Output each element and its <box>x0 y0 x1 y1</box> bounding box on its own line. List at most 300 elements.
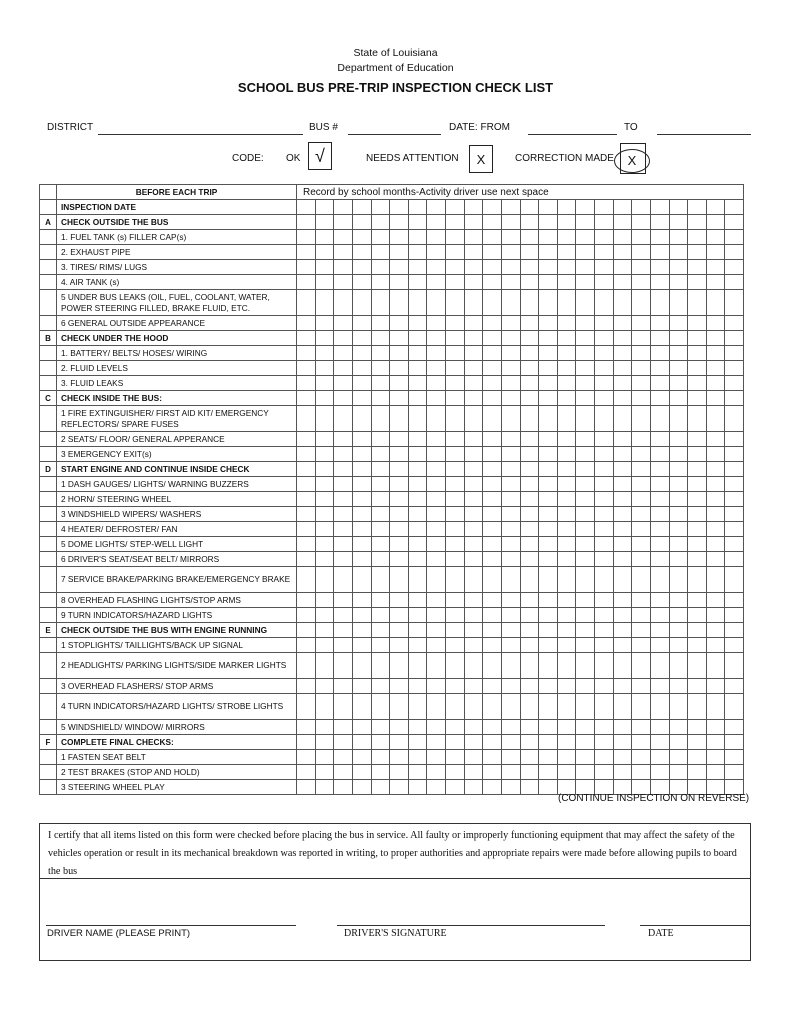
check-cell[interactable] <box>501 215 520 230</box>
check-cell[interactable] <box>595 735 614 750</box>
check-cell[interactable] <box>501 260 520 275</box>
check-cell[interactable] <box>297 623 316 638</box>
check-cell[interactable] <box>427 346 446 361</box>
check-cell[interactable] <box>595 720 614 735</box>
check-cell[interactable] <box>464 765 483 780</box>
check-cell[interactable] <box>595 462 614 477</box>
check-cell[interactable] <box>539 215 558 230</box>
check-cell[interactable] <box>520 593 539 608</box>
check-cell[interactable] <box>446 623 465 638</box>
check-cell[interactable] <box>352 230 371 245</box>
check-cell[interactable] <box>650 507 669 522</box>
check-cell[interactable] <box>390 215 409 230</box>
check-cell[interactable] <box>669 477 688 492</box>
check-cell[interactable] <box>688 200 707 215</box>
check-cell[interactable] <box>688 522 707 537</box>
check-cell[interactable] <box>706 593 725 608</box>
check-cell[interactable] <box>334 567 353 593</box>
check-cell[interactable] <box>501 331 520 346</box>
check-cell[interactable] <box>371 522 390 537</box>
check-cell[interactable] <box>297 608 316 623</box>
check-cell[interactable] <box>706 720 725 735</box>
check-cell[interactable] <box>725 492 744 507</box>
check-cell[interactable] <box>315 376 334 391</box>
check-cell[interactable] <box>408 608 427 623</box>
check-cell[interactable] <box>297 391 316 406</box>
check-cell[interactable] <box>390 316 409 331</box>
check-cell[interactable] <box>464 432 483 447</box>
check-cell[interactable] <box>352 447 371 462</box>
check-cell[interactable] <box>446 694 465 720</box>
check-cell[interactable] <box>669 623 688 638</box>
check-cell[interactable] <box>520 552 539 567</box>
check-cell[interactable] <box>669 316 688 331</box>
check-cell[interactable] <box>408 720 427 735</box>
check-cell[interactable] <box>446 537 465 552</box>
check-cell[interactable] <box>595 507 614 522</box>
check-cell[interactable] <box>446 331 465 346</box>
check-cell[interactable] <box>632 290 651 316</box>
check-cell[interactable] <box>408 391 427 406</box>
check-cell[interactable] <box>352 750 371 765</box>
check-cell[interactable] <box>725 245 744 260</box>
check-cell[interactable] <box>427 522 446 537</box>
check-cell[interactable] <box>557 245 576 260</box>
check-cell[interactable] <box>557 694 576 720</box>
check-cell[interactable] <box>315 552 334 567</box>
check-cell[interactable] <box>669 750 688 765</box>
check-cell[interactable] <box>520 316 539 331</box>
check-cell[interactable] <box>595 391 614 406</box>
check-cell[interactable] <box>464 694 483 720</box>
check-cell[interactable] <box>688 462 707 477</box>
check-cell[interactable] <box>408 593 427 608</box>
check-cell[interactable] <box>408 230 427 245</box>
check-cell[interactable] <box>408 679 427 694</box>
check-cell[interactable] <box>706 623 725 638</box>
check-cell[interactable] <box>613 477 632 492</box>
check-cell[interactable] <box>315 275 334 290</box>
check-cell[interactable] <box>669 376 688 391</box>
check-cell[interactable] <box>613 230 632 245</box>
check-cell[interactable] <box>539 694 558 720</box>
check-cell[interactable] <box>352 245 371 260</box>
check-cell[interactable] <box>427 492 446 507</box>
check-cell[interactable] <box>483 376 502 391</box>
check-cell[interactable] <box>650 735 669 750</box>
check-cell[interactable] <box>557 765 576 780</box>
check-cell[interactable] <box>557 275 576 290</box>
check-cell[interactable] <box>297 537 316 552</box>
check-cell[interactable] <box>371 507 390 522</box>
check-cell[interactable] <box>632 638 651 653</box>
check-cell[interactable] <box>613 260 632 275</box>
check-cell[interactable] <box>688 316 707 331</box>
check-cell[interactable] <box>334 275 353 290</box>
check-cell[interactable] <box>520 608 539 623</box>
check-cell[interactable] <box>390 567 409 593</box>
check-cell[interactable] <box>669 608 688 623</box>
check-cell[interactable] <box>725 623 744 638</box>
check-cell[interactable] <box>297 447 316 462</box>
check-cell[interactable] <box>446 679 465 694</box>
check-cell[interactable] <box>334 694 353 720</box>
check-cell[interactable] <box>297 361 316 376</box>
check-cell[interactable] <box>725 720 744 735</box>
check-cell[interactable] <box>725 331 744 346</box>
check-cell[interactable] <box>501 432 520 447</box>
check-cell[interactable] <box>446 391 465 406</box>
check-cell[interactable] <box>464 522 483 537</box>
check-cell[interactable] <box>706 522 725 537</box>
check-cell[interactable] <box>613 765 632 780</box>
check-cell[interactable] <box>408 215 427 230</box>
check-cell[interactable] <box>408 316 427 331</box>
check-cell[interactable] <box>632 260 651 275</box>
check-cell[interactable] <box>539 447 558 462</box>
check-cell[interactable] <box>576 720 595 735</box>
check-cell[interactable] <box>557 638 576 653</box>
check-cell[interactable] <box>650 720 669 735</box>
check-cell[interactable] <box>557 260 576 275</box>
check-cell[interactable] <box>669 720 688 735</box>
check-cell[interactable] <box>595 290 614 316</box>
check-cell[interactable] <box>352 260 371 275</box>
check-cell[interactable] <box>520 623 539 638</box>
check-cell[interactable] <box>483 447 502 462</box>
check-cell[interactable] <box>539 750 558 765</box>
check-cell[interactable] <box>650 765 669 780</box>
check-cell[interactable] <box>446 735 465 750</box>
check-cell[interactable] <box>297 750 316 765</box>
check-cell[interactable] <box>688 477 707 492</box>
check-cell[interactable] <box>706 331 725 346</box>
check-cell[interactable] <box>464 331 483 346</box>
check-cell[interactable] <box>446 462 465 477</box>
check-cell[interactable] <box>576 215 595 230</box>
check-cell[interactable] <box>557 215 576 230</box>
check-cell[interactable] <box>464 346 483 361</box>
check-cell[interactable] <box>297 492 316 507</box>
check-cell[interactable] <box>501 275 520 290</box>
check-cell[interactable] <box>613 679 632 694</box>
check-cell[interactable] <box>464 391 483 406</box>
check-cell[interactable] <box>632 537 651 552</box>
check-cell[interactable] <box>576 750 595 765</box>
check-cell[interactable] <box>371 331 390 346</box>
check-cell[interactable] <box>464 492 483 507</box>
check-cell[interactable] <box>650 230 669 245</box>
check-cell[interactable] <box>725 653 744 679</box>
check-cell[interactable] <box>688 275 707 290</box>
check-cell[interactable] <box>334 406 353 432</box>
check-cell[interactable] <box>352 552 371 567</box>
check-cell[interactable] <box>576 608 595 623</box>
check-cell[interactable] <box>539 623 558 638</box>
check-cell[interactable] <box>613 522 632 537</box>
check-cell[interactable] <box>408 653 427 679</box>
check-cell[interactable] <box>501 447 520 462</box>
check-cell[interactable] <box>483 245 502 260</box>
check-cell[interactable] <box>315 593 334 608</box>
check-cell[interactable] <box>539 275 558 290</box>
check-cell[interactable] <box>390 552 409 567</box>
check-cell[interactable] <box>334 462 353 477</box>
check-cell[interactable] <box>334 432 353 447</box>
check-cell[interactable] <box>706 376 725 391</box>
check-cell[interactable] <box>408 462 427 477</box>
check-cell[interactable] <box>613 215 632 230</box>
check-cell[interactable] <box>464 215 483 230</box>
district-field[interactable] <box>98 134 303 135</box>
check-cell[interactable] <box>446 447 465 462</box>
check-cell[interactable] <box>501 316 520 331</box>
check-cell[interactable] <box>427 230 446 245</box>
check-cell[interactable] <box>613 462 632 477</box>
check-cell[interactable] <box>427 608 446 623</box>
check-cell[interactable] <box>501 765 520 780</box>
check-cell[interactable] <box>613 567 632 593</box>
check-cell[interactable] <box>352 694 371 720</box>
check-cell[interactable] <box>315 245 334 260</box>
check-cell[interactable] <box>520 735 539 750</box>
check-cell[interactable] <box>408 623 427 638</box>
check-cell[interactable] <box>650 537 669 552</box>
check-cell[interactable] <box>688 391 707 406</box>
check-cell[interactable] <box>334 290 353 316</box>
check-cell[interactable] <box>613 245 632 260</box>
check-cell[interactable] <box>334 200 353 215</box>
check-cell[interactable] <box>557 477 576 492</box>
check-cell[interactable] <box>371 391 390 406</box>
check-cell[interactable] <box>427 200 446 215</box>
check-cell[interactable] <box>576 275 595 290</box>
check-cell[interactable] <box>483 653 502 679</box>
check-cell[interactable] <box>613 750 632 765</box>
check-cell[interactable] <box>501 638 520 653</box>
check-cell[interactable] <box>390 780 409 795</box>
check-cell[interactable] <box>725 230 744 245</box>
check-cell[interactable] <box>520 361 539 376</box>
check-cell[interactable] <box>446 608 465 623</box>
check-cell[interactable] <box>483 522 502 537</box>
check-cell[interactable] <box>520 537 539 552</box>
check-cell[interactable] <box>427 361 446 376</box>
check-cell[interactable] <box>352 765 371 780</box>
check-cell[interactable] <box>408 447 427 462</box>
check-cell[interactable] <box>464 260 483 275</box>
check-cell[interactable] <box>539 245 558 260</box>
check-cell[interactable] <box>315 623 334 638</box>
check-cell[interactable] <box>706 608 725 623</box>
date-from-field[interactable] <box>528 134 617 135</box>
check-cell[interactable] <box>613 537 632 552</box>
check-cell[interactable] <box>483 507 502 522</box>
check-cell[interactable] <box>371 447 390 462</box>
check-cell[interactable] <box>632 230 651 245</box>
check-cell[interactable] <box>613 200 632 215</box>
check-cell[interactable] <box>427 679 446 694</box>
check-cell[interactable] <box>446 522 465 537</box>
check-cell[interactable] <box>297 290 316 316</box>
check-cell[interactable] <box>501 720 520 735</box>
check-cell[interactable] <box>576 331 595 346</box>
check-cell[interactable] <box>595 638 614 653</box>
check-cell[interactable] <box>334 593 353 608</box>
check-cell[interactable] <box>390 462 409 477</box>
check-cell[interactable] <box>371 537 390 552</box>
check-cell[interactable] <box>501 245 520 260</box>
check-cell[interactable] <box>427 593 446 608</box>
check-cell[interactable] <box>520 406 539 432</box>
check-cell[interactable] <box>483 215 502 230</box>
check-cell[interactable] <box>539 376 558 391</box>
check-cell[interactable] <box>539 720 558 735</box>
check-cell[interactable] <box>669 679 688 694</box>
check-cell[interactable] <box>557 432 576 447</box>
check-cell[interactable] <box>576 765 595 780</box>
check-cell[interactable] <box>408 406 427 432</box>
check-cell[interactable] <box>613 623 632 638</box>
check-cell[interactable] <box>408 376 427 391</box>
check-cell[interactable] <box>371 200 390 215</box>
check-cell[interactable] <box>464 275 483 290</box>
check-cell[interactable] <box>650 552 669 567</box>
check-cell[interactable] <box>669 593 688 608</box>
check-cell[interactable] <box>576 361 595 376</box>
check-cell[interactable] <box>520 567 539 593</box>
check-cell[interactable] <box>446 750 465 765</box>
check-cell[interactable] <box>725 200 744 215</box>
check-cell[interactable] <box>483 780 502 795</box>
check-cell[interactable] <box>390 492 409 507</box>
check-cell[interactable] <box>390 653 409 679</box>
check-cell[interactable] <box>613 507 632 522</box>
check-cell[interactable] <box>539 780 558 795</box>
check-cell[interactable] <box>669 552 688 567</box>
check-cell[interactable] <box>483 750 502 765</box>
check-cell[interactable] <box>688 623 707 638</box>
check-cell[interactable] <box>688 406 707 432</box>
check-cell[interactable] <box>688 567 707 593</box>
check-cell[interactable] <box>427 552 446 567</box>
check-cell[interactable] <box>595 331 614 346</box>
check-cell[interactable] <box>483 679 502 694</box>
check-cell[interactable] <box>632 432 651 447</box>
check-cell[interactable] <box>725 462 744 477</box>
check-cell[interactable] <box>650 623 669 638</box>
check-cell[interactable] <box>446 230 465 245</box>
check-cell[interactable] <box>352 316 371 331</box>
check-cell[interactable] <box>669 230 688 245</box>
check-cell[interactable] <box>725 391 744 406</box>
check-cell[interactable] <box>725 275 744 290</box>
check-cell[interactable] <box>315 447 334 462</box>
check-cell[interactable] <box>427 567 446 593</box>
check-cell[interactable] <box>520 432 539 447</box>
check-cell[interactable] <box>725 507 744 522</box>
check-cell[interactable] <box>557 391 576 406</box>
check-cell[interactable] <box>371 593 390 608</box>
check-cell[interactable] <box>352 638 371 653</box>
check-cell[interactable] <box>576 245 595 260</box>
check-cell[interactable] <box>464 593 483 608</box>
check-cell[interactable] <box>315 608 334 623</box>
check-cell[interactable] <box>371 780 390 795</box>
check-cell[interactable] <box>706 245 725 260</box>
check-cell[interactable] <box>390 679 409 694</box>
check-cell[interactable] <box>706 477 725 492</box>
check-cell[interactable] <box>539 567 558 593</box>
check-cell[interactable] <box>334 780 353 795</box>
check-cell[interactable] <box>464 537 483 552</box>
check-cell[interactable] <box>390 507 409 522</box>
check-cell[interactable] <box>650 567 669 593</box>
check-cell[interactable] <box>557 290 576 316</box>
check-cell[interactable] <box>297 230 316 245</box>
check-cell[interactable] <box>576 623 595 638</box>
check-cell[interactable] <box>464 735 483 750</box>
check-cell[interactable] <box>669 507 688 522</box>
check-cell[interactable] <box>483 720 502 735</box>
check-cell[interactable] <box>520 245 539 260</box>
check-cell[interactable] <box>501 537 520 552</box>
check-cell[interactable] <box>613 492 632 507</box>
check-cell[interactable] <box>446 552 465 567</box>
check-cell[interactable] <box>706 361 725 376</box>
check-cell[interactable] <box>427 720 446 735</box>
check-cell[interactable] <box>390 361 409 376</box>
check-cell[interactable] <box>352 376 371 391</box>
check-cell[interactable] <box>520 215 539 230</box>
check-cell[interactable] <box>688 361 707 376</box>
check-cell[interactable] <box>557 200 576 215</box>
check-cell[interactable] <box>725 376 744 391</box>
check-cell[interactable] <box>576 260 595 275</box>
check-cell[interactable] <box>408 290 427 316</box>
check-cell[interactable] <box>427 447 446 462</box>
check-cell[interactable] <box>371 552 390 567</box>
check-cell[interactable] <box>706 316 725 331</box>
check-cell[interactable] <box>371 765 390 780</box>
check-cell[interactable] <box>446 720 465 735</box>
check-cell[interactable] <box>706 507 725 522</box>
check-cell[interactable] <box>427 406 446 432</box>
check-cell[interactable] <box>408 432 427 447</box>
check-cell[interactable] <box>632 623 651 638</box>
check-cell[interactable] <box>427 694 446 720</box>
check-cell[interactable] <box>334 679 353 694</box>
check-cell[interactable] <box>650 694 669 720</box>
check-cell[interactable] <box>576 316 595 331</box>
check-cell[interactable] <box>539 477 558 492</box>
check-cell[interactable] <box>688 720 707 735</box>
check-cell[interactable] <box>427 477 446 492</box>
check-cell[interactable] <box>725 750 744 765</box>
check-cell[interactable] <box>688 245 707 260</box>
check-cell[interactable] <box>315 316 334 331</box>
check-cell[interactable] <box>352 567 371 593</box>
check-cell[interactable] <box>464 567 483 593</box>
check-cell[interactable] <box>446 290 465 316</box>
check-cell[interactable] <box>483 638 502 653</box>
check-cell[interactable] <box>390 346 409 361</box>
check-cell[interactable] <box>669 638 688 653</box>
check-cell[interactable] <box>632 447 651 462</box>
check-cell[interactable] <box>595 567 614 593</box>
check-cell[interactable] <box>427 537 446 552</box>
check-cell[interactable] <box>408 492 427 507</box>
